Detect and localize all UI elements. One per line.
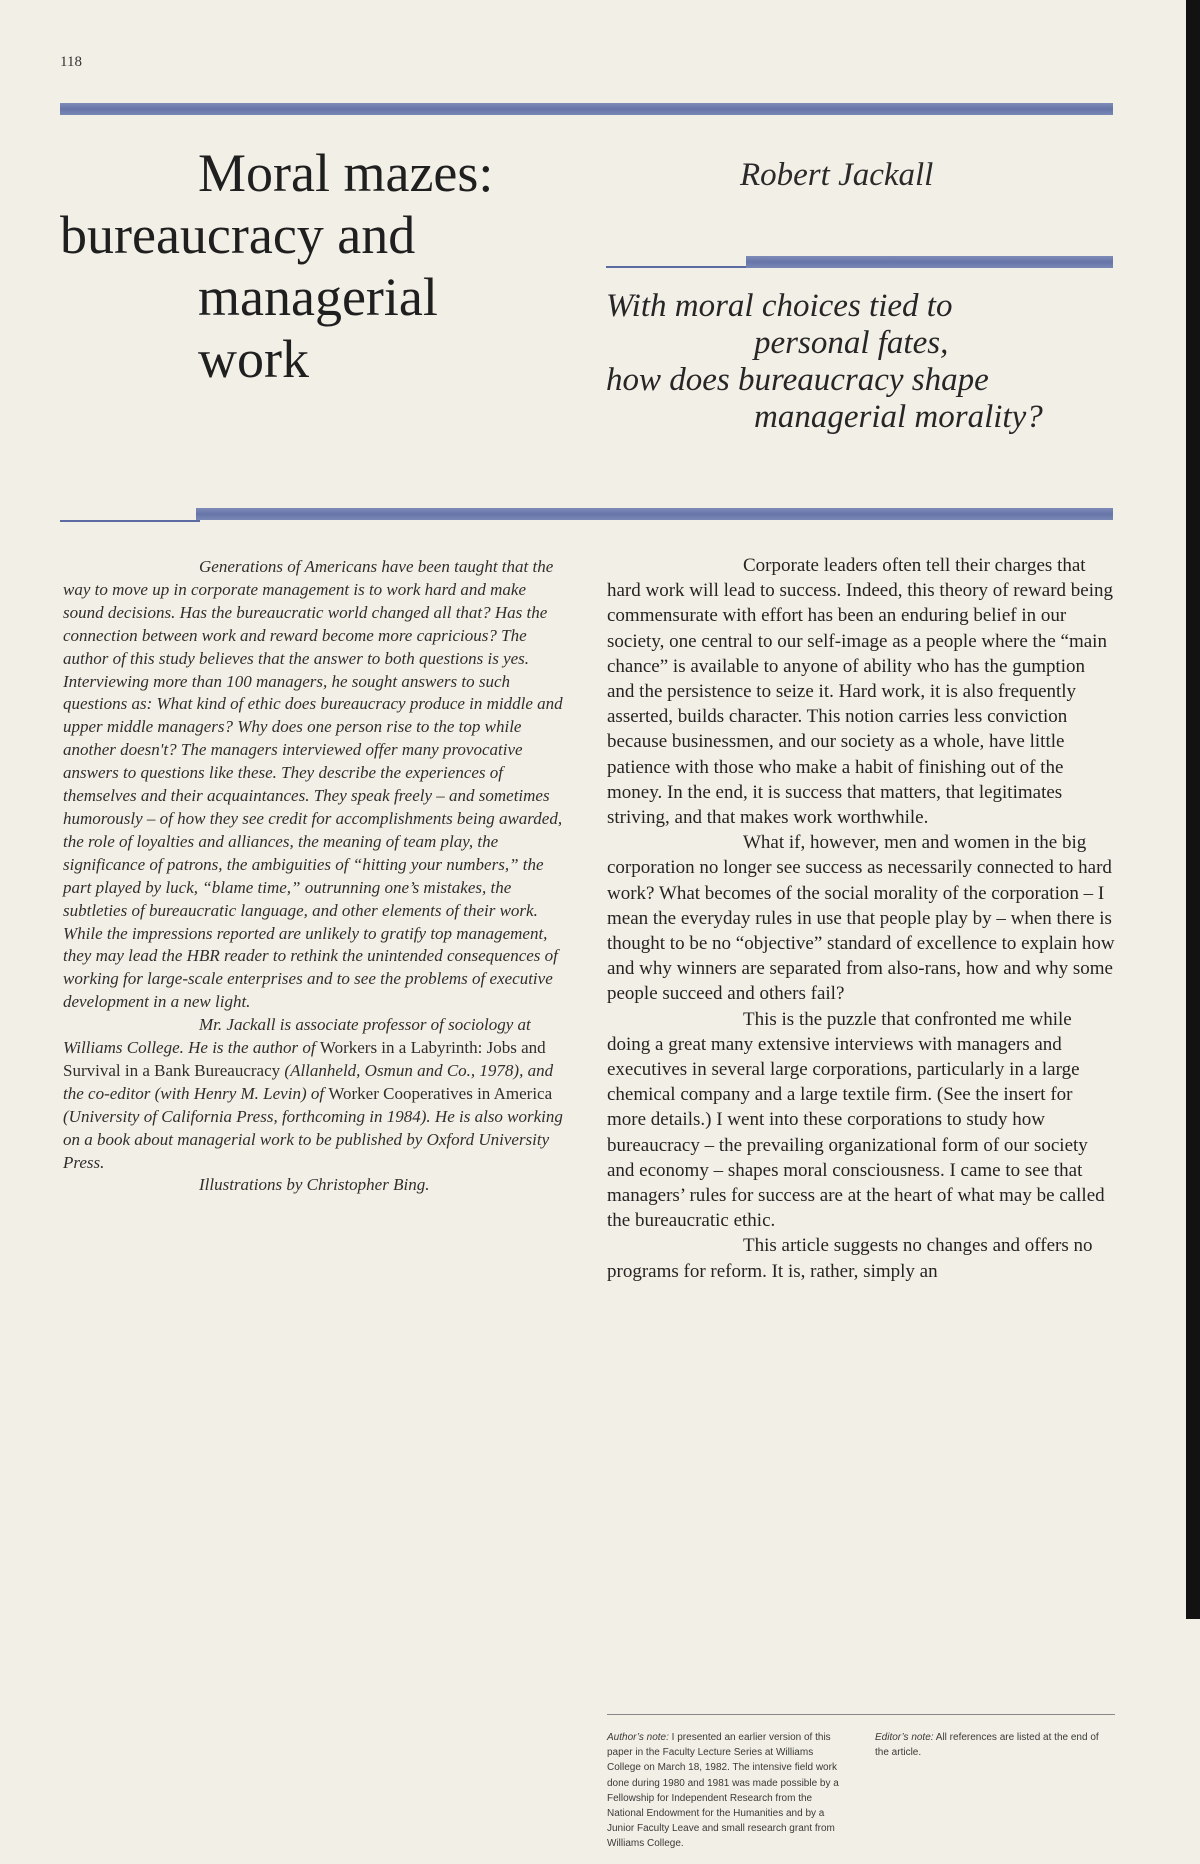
abstract-paragraph: Generations of Americans have been taught that the way to move up in corporate management is to work hard and make sound decisions. Has the bureaucratic world changed all that? Has the connection between work and reward become more capricious? The author of this study believes that the answer to both questions is yes. Interviewing more than 100 managers, he sought answers to such questions as: What kind of ethic does bureaucracy produce in middle and upper middle managers? Why does one person rise to the top while another doesn't? The managers interviewed offer many provocative answers to questions like these. They describe the experiences of themselves and their acquaintances. They speak freely – and sometimes humorously – of how they see credit for accomplishments being awarded, the role of loyalties and alliances, the meaning of team play, the significance of patrons, the ambiguities of “hitting your numbers,” the part played by luck, “blame time,” outrunning one’s mistakes, the subtleties of bureaucratic language, and other elements of their work. While the impressions reported are unlikely to gratify top management, they may lead the HBR reader to rethink the unintended consequences of working for large-scale enterprises and to see the problems of executive development in a new light. xyxy=(63,557,563,1012)
scan-edge xyxy=(1186,0,1200,1619)
deck-line-2: personal fates, xyxy=(754,325,949,361)
title-line-4: work xyxy=(198,329,309,389)
section-rule xyxy=(196,508,1113,520)
body-paragraph-2: What if, however, men and women in the big corporation no longer see success as necessarily connected to hard work? What becomes of the social morality of the corporation – I mean the everyday rules in use that people play by – when there is thought to be no “objective” standard of excellence to explain how and why winners are separated from also-rans, how and why some people succeed and others fail? xyxy=(607,832,1115,1005)
bio-book-2: Worker Cooperatives in America xyxy=(328,1083,553,1103)
deck-line-4: managerial morality? xyxy=(754,399,1043,435)
author-bio xyxy=(63,1014,568,1174)
deck-line-3: how does bureaucracy shape xyxy=(606,362,989,398)
body-column xyxy=(607,553,1115,1284)
author-note-text: I presented an earlier version of this paper in the Faculty Lecture Series at Williams College on March 18, 1982. The intensive field work done during 1980 and 1981 was made possible by a Fellowship for Independent Research from the National Endowment for the Humanities and by a Junior Faculty Leave and small research grant from Williams College. xyxy=(607,1732,839,1850)
author-note-label: Author’s note: xyxy=(607,1732,669,1743)
title-line-3: managerial xyxy=(198,267,438,327)
editor-note-label: Editor’s note: xyxy=(875,1732,934,1743)
page-number: 118 xyxy=(60,54,82,70)
notes-rule xyxy=(607,1714,1115,1715)
body-paragraph-4: This article suggests no changes and offers no programs for reform. It is, rather, simply an xyxy=(607,1235,1093,1282)
deck-rule xyxy=(746,256,1113,268)
article-deck xyxy=(606,288,1126,436)
article-title xyxy=(60,142,580,390)
top-rule xyxy=(60,103,1113,115)
bio-text-3: (University of California Press, forthcoming in 1984). He is also working on a book about managerial work to be published by Oxford University Press. xyxy=(63,1106,563,1172)
illustrations-credit: Illustrations by Christopher Bing. xyxy=(199,1175,430,1195)
deck-line-1: With moral choices tied to xyxy=(606,288,953,324)
title-line-1: Moral mazes: xyxy=(198,143,494,203)
bio-book-1: Workers in a Labyrinth: Jobs and Survival in a Bank Bureaucracy xyxy=(63,1038,546,1080)
abstract xyxy=(63,556,568,1197)
section-rule-thin xyxy=(60,520,200,522)
editor-note-text: All references are listed at the end of the article. xyxy=(875,1732,1099,1759)
author-name: Robert Jackall xyxy=(740,157,934,193)
body-paragraph-1: Corporate leaders often tell their charges that hard work will lead to success. Indeed, this theory of reward being commensurate with effort has been an enduring belief in our society, one central to our self-image as a people where the “main chance” is available to anyone of ability who has the gumption and the persistence to seize it. Hard work, it is also frequently asserted, builds character. This notion carries less conviction because businessmen, and our society as a whole, have little patience with those who make a habit of finishing out of the money. In the end, it is success that matters, that legitimates striving, and that makes work worthwhile. xyxy=(607,555,1113,829)
bio-text-2: (Allanheld, Osmun and Co., 1978), and the co-editor (with Henry M. Levin) of xyxy=(63,1060,554,1103)
bio-text-1: Mr. Jackall is associate professor of sociology at Williams College. He is the author of xyxy=(63,1015,531,1058)
title-line-2: bureaucracy and xyxy=(60,205,416,265)
body-paragraph-3: This is the puzzle that confronted me while doing a great many extensive interviews with managers and executives in several large corporations, particularly in a large chemical company and a large textile firm. (See the insert for more details.) I went into these corporations to study how bureaucracy – the prevailing organizational form of our society and economy – shapes moral consciousness. I came to see that managers’ rules for success are at the heart of what may be called the bureaucratic ethic. xyxy=(607,1008,1105,1232)
deck-rule-thin xyxy=(606,266,746,268)
author-note xyxy=(607,1730,847,1864)
editor-note xyxy=(875,1730,1115,1772)
